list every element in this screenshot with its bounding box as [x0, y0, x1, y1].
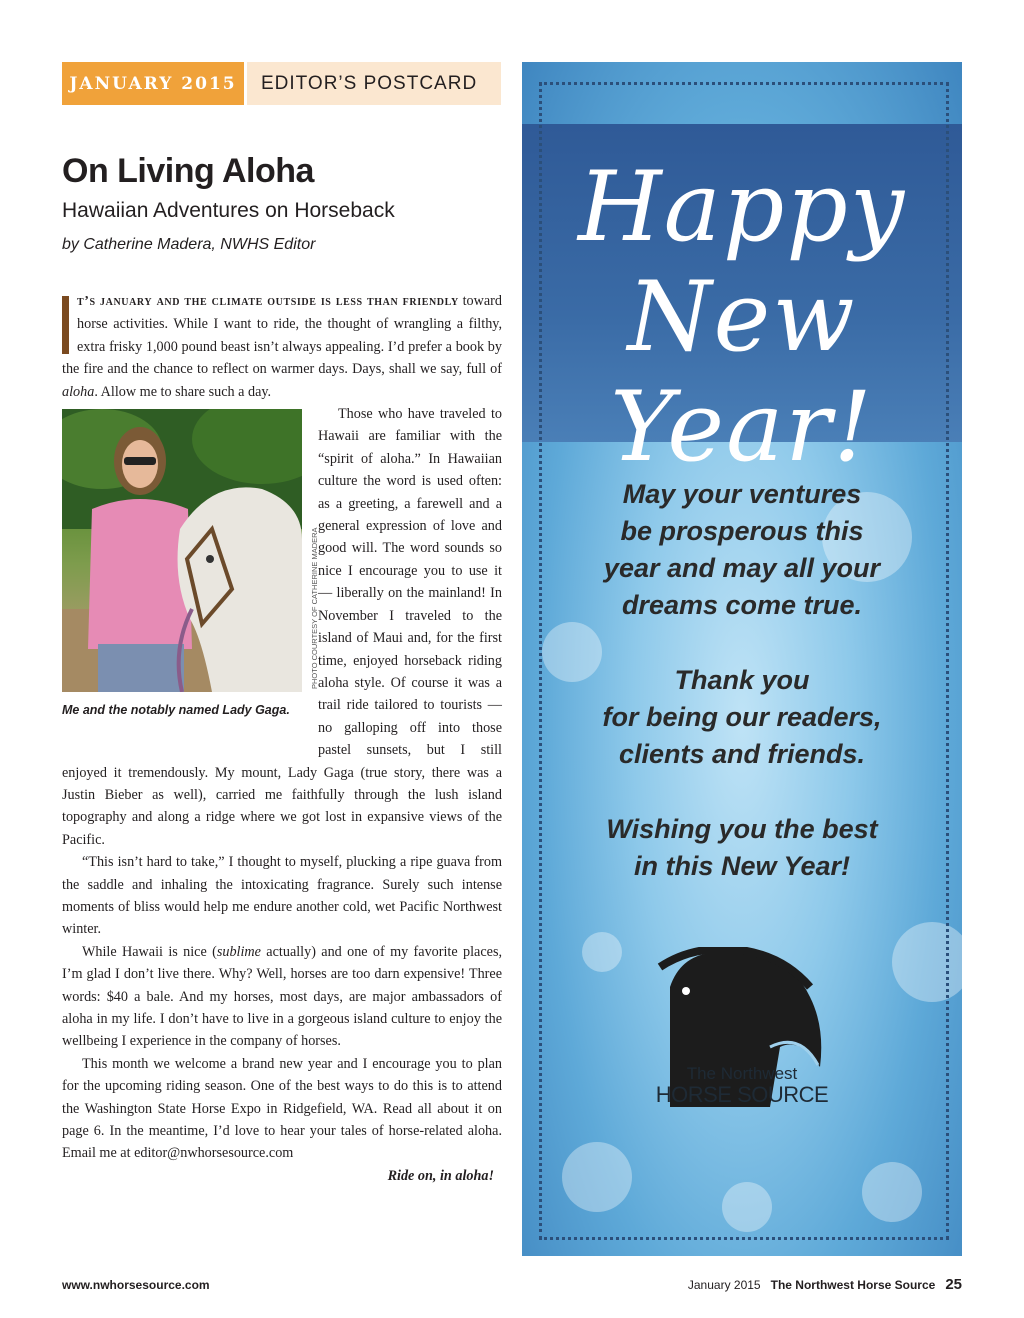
logo-text-line-2: HORSE SOURCE: [655, 1082, 829, 1107]
issue-date-tab: JANUARY 2015: [62, 62, 244, 105]
headline-line-2: New Year!: [610, 261, 874, 483]
new-year-card: [522, 62, 962, 1256]
page-number: 25: [945, 1276, 962, 1293]
card-message-3: Wishing you the best in this New Year!: [606, 814, 878, 881]
paragraph-1-end: . Allow me to share such a day.: [94, 383, 272, 400]
drop-cap-bar: [62, 296, 69, 354]
paragraph-4: While Hawaii is nice (sublime actually) and one of my favorite places, I’m glad I don’t live there. Why? Well, horses are too darn expensive! Three words: $40 a bale. And my horses, most days, are major ambassadors of aloha in my life. I don’t have to live in a gorgeous island culture to enjoy the wellbeing I experience in the company of horses.: [62, 943, 503, 1050]
footer-issue: January 2015: [687, 1278, 761, 1292]
paragraph-2: Those who have traveled to Hawaii are familiar with the “spirit of aloha.” In Hawaiian culture the word is used often: as a greeting, a farewell and a general expression of love and good will. The word sounds so nice I encourage you to use it — liberally on the mainland! In November I traveled to the island of Maui and, for the first time, enjoyed horseback riding aloha style. Of course it was a trail ride tailored to tourists — no galloping off into those pastel sunsets, but I still enjoyed it tremendously. My mount, Lady Gaga (true story, there was a Justin Bieber as well), carried me faithfully through the lush island topography and along a ridge where we got lost in expansive views of the Pacific.: [62, 406, 502, 848]
section-header: [62, 62, 501, 105]
lead-in: t’s january and the climate outside is less than friendly: [77, 294, 459, 309]
photo-woman-with-horse: [62, 409, 302, 692]
paragraph-1-text: toward horse activities. While I want to ride, the thought of wrangling a filthy, extra frisky 1,000 pound beast isn’t always appealing. I’d prefer a book by the fire and the chance to reflect on warmer days. Days, shall we say, full of: [62, 293, 502, 378]
paragraph-3: “This isn’t hard to take,” I thought to myself, plucking a ripe guava from the saddle and inhaling the intoxicating fragrance. Surely such intense moments of bliss would help me endure another cold, wet Pacific Northwest winter.: [62, 854, 502, 938]
photo-caption: Me and the notably named Lady Gaga.: [62, 703, 290, 718]
card-message-1: May your ventures be prosperous this year and may all your dreams come true.: [603, 479, 881, 620]
article-body: [62, 290, 502, 1187]
section-name-tab: EDITOR’S POSTCARD: [247, 62, 501, 105]
article-subtitle: Hawaiian Adventures on Horseback: [62, 199, 395, 222]
paragraph-1-emphasis: aloha: [62, 383, 95, 400]
photo-illustration: [62, 409, 302, 692]
footer-info: [688, 1276, 962, 1293]
paragraph-5: This month we welcome a brand new year and I encourage you to plan for the upcoming riding season. One of the best ways to do this is to attend the Washington State Horse Expo in Ridgefield, WA. Read all about it on page 6. In the meantime, I’d love to hear your tales of horse-related aloha. Email me at editor@nwhorsesource.com: [62, 1055, 502, 1162]
paragraph-1: [62, 290, 502, 403]
footer-magazine: The Northwest Horse Source: [770, 1278, 936, 1292]
headline-line-1: Happy: [577, 151, 907, 263]
signoff: Ride on, in aloha!: [387, 1167, 494, 1184]
article-title: On Living Aloha: [62, 152, 314, 190]
photo-figure: PHOTO COURTESY OF CATHERINE MADERA Me and the notably named Lady Gaga.: [62, 409, 302, 739]
article-byline: by Catherine Madera, NWHS Editor: [62, 236, 316, 253]
card-message-2: Thank you for being our readers, clients and friends.: [602, 665, 882, 769]
footer-url: www.nwhorsesource.com: [62, 1278, 210, 1292]
logo-text-line-1: The Northwest: [686, 1064, 798, 1083]
happy-new-year-headline: [522, 152, 962, 482]
